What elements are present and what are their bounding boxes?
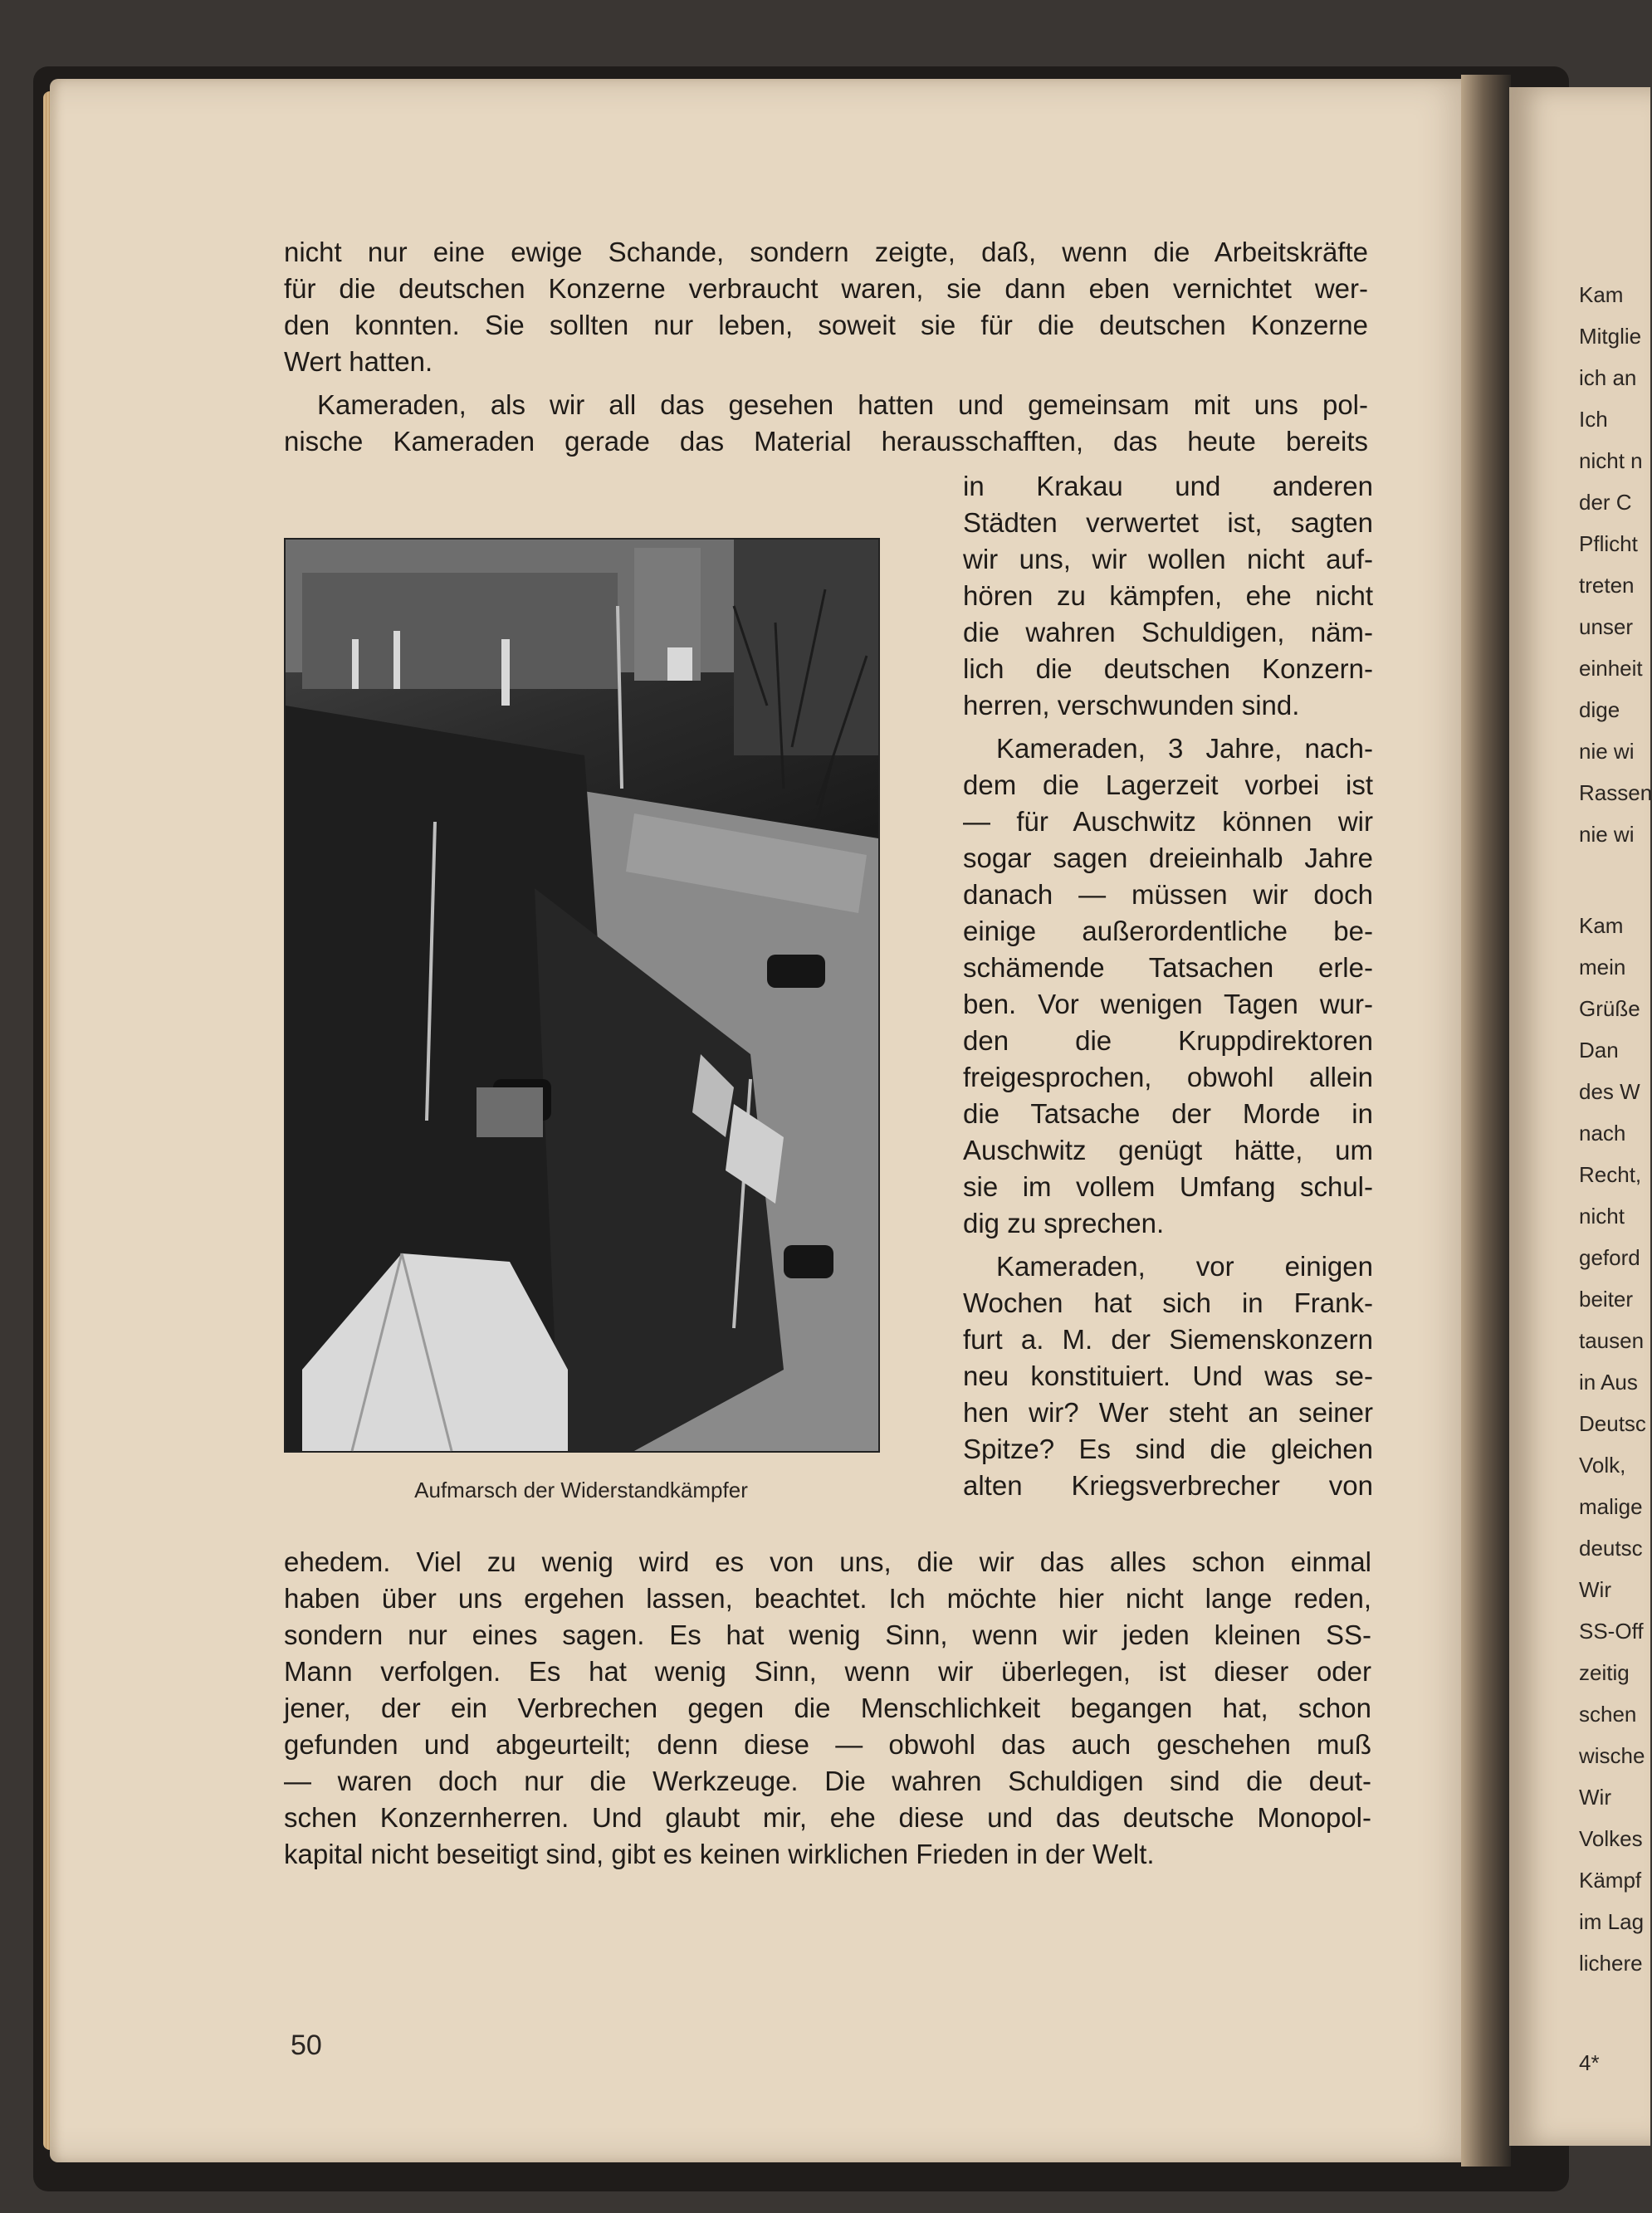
text-line: haben über uns ergehen lassen, beachtet. Ich möchte hier nicht lange reden,	[284, 1583, 1371, 1614]
text-line: danach — müssen wir doch	[963, 879, 1373, 910]
text-line: gefunden und abgeurteilt; denn diese — obwohl das auch geschehen muß	[284, 1729, 1371, 1760]
text-line: Wert hatten.	[284, 346, 433, 377]
facing-line: nach	[1579, 1121, 1626, 1146]
text-line: jener, der ein Verbrechen gegen die Menschlichkeit begangen hat, schon	[284, 1693, 1371, 1723]
text-line: Kameraden, vor einigen	[996, 1251, 1373, 1282]
facing-line: Volkes	[1579, 1826, 1643, 1851]
facing-line: treten	[1579, 573, 1635, 598]
text-line: in Krakau und anderen	[963, 471, 1373, 501]
facing-line: nicht	[1579, 1204, 1625, 1229]
text-line: für die deutschen Konzerne verbraucht waren, sie dann eben vernichtet wer-	[284, 273, 1368, 304]
text-line: Wochen hat sich in Frank-	[963, 1287, 1373, 1318]
text-line: — für Auschwitz können wir	[963, 806, 1373, 837]
facing-line: Deutsc	[1579, 1411, 1646, 1436]
page-number: 50	[291, 2030, 322, 2061]
facing-line: Dan	[1579, 1038, 1619, 1063]
text-line: einige außerordentliche be-	[963, 916, 1373, 946]
text-line: wir uns, wir wollen nicht auf-	[963, 544, 1373, 574]
text-line: den konnten. Sie sollten nur leben, soweit sie für die deutschen Konzerne	[284, 310, 1368, 340]
facing-line: lichere	[1579, 1951, 1643, 1976]
facing-line: Wir	[1579, 1577, 1611, 1602]
text-line: — waren doch nur die Werkzeuge. Die wahren Schuldigen sind die deut-	[284, 1766, 1371, 1796]
text-line: neu konstituiert. Und was se-	[963, 1361, 1373, 1391]
text-line: die wahren Schuldigen, näm-	[963, 617, 1373, 647]
text-line: hören zu kämpfen, ehe nicht	[963, 580, 1373, 611]
facing-line: wische	[1579, 1743, 1645, 1768]
facing-line: Pflicht	[1579, 531, 1638, 556]
facing-line: Grüße	[1579, 996, 1640, 1021]
facing-line: der C	[1579, 490, 1632, 515]
facing-line: nicht n	[1579, 448, 1643, 473]
parade-photo	[284, 538, 880, 1453]
top-paragraph	[284, 234, 1368, 460]
facing-line: Recht,	[1579, 1162, 1642, 1187]
photo-caption: Aufmarsch der Widerstandkämpfer	[414, 1478, 748, 1502]
text-line: ehedem. Viel zu wenig wird es von uns, die wir das alles schon einmal	[284, 1546, 1371, 1577]
facing-line: Rassen	[1579, 780, 1652, 805]
text-line: schämende Tatsachen erle-	[963, 952, 1373, 983]
book-gutter	[1461, 75, 1511, 2167]
text-line: Auschwitz genügt hätte, um	[963, 1135, 1373, 1165]
facing-line: schen	[1579, 1702, 1637, 1727]
facing-line: Kam	[1579, 282, 1624, 307]
right-column-text	[963, 468, 1373, 1504]
bottom-paragraph	[284, 1544, 1371, 1873]
facing-line: Wir	[1579, 1785, 1611, 1810]
facing-line: ich an	[1579, 365, 1637, 390]
text-line: dem die Lagerzeit vorbei ist	[963, 769, 1373, 800]
text-line: sie im vollem Umfang schul-	[963, 1171, 1373, 1202]
text-line: dig zu sprechen.	[963, 1208, 1165, 1238]
text-line: Spitze? Es sind die gleichen	[963, 1434, 1373, 1464]
facing-line: malige	[1579, 1494, 1643, 1519]
text-line: herren, verschwunden sind.	[963, 690, 1300, 721]
text-line: die Tatsache der Morde in	[963, 1098, 1373, 1129]
text-line: sogar sagen dreieinhalb Jahre	[963, 843, 1373, 873]
text-line: schen Konzernherren. Und glaubt mir, ehe diese und das deutsche Monopol-	[284, 1802, 1371, 1833]
text-line: furt a. M. der Siemenskonzern	[963, 1324, 1373, 1355]
facing-line: tausen	[1579, 1328, 1645, 1353]
facing-line: Kam	[1579, 913, 1624, 938]
text-line: alten Kriegsverbrecher von	[963, 1470, 1373, 1501]
facing-line: des W	[1579, 1079, 1640, 1104]
facing-line: Volk,	[1579, 1453, 1626, 1478]
text-line: sondern nur eines sagen. Es hat wenig Sinn, wenn wir jeden kleinen SS-	[284, 1619, 1371, 1650]
facing-line: SS-Off	[1579, 1619, 1644, 1644]
facing-line: nie wi	[1579, 739, 1635, 764]
facing-line: geford	[1579, 1245, 1640, 1270]
text-line: ben. Vor wenigen Tagen wur-	[963, 989, 1373, 1019]
facing-line: im Lag	[1579, 1909, 1645, 1934]
facing-line: unser	[1579, 614, 1634, 639]
facing-line: nie wi	[1579, 822, 1635, 847]
text-line: hen wir? Wer steht an seiner	[963, 1397, 1373, 1428]
facing-line: deutsc	[1579, 1536, 1643, 1561]
facing-line: Mitglie	[1579, 324, 1642, 349]
facing-line: dige	[1579, 697, 1620, 722]
text-line: kapital nicht beseitigt sind, gibt es keinen wirklichen Frieden in der Welt.	[284, 1839, 1155, 1869]
text-line: nische Kameraden gerade das Material herausschafften, das heute bereits	[284, 426, 1368, 457]
facing-line: Kämpf	[1579, 1868, 1642, 1893]
text-line: Kameraden, 3 Jahre, nach-	[996, 733, 1373, 764]
facing-line: in Aus	[1579, 1370, 1638, 1395]
facing-line: mein	[1579, 955, 1626, 979]
text-line: Mann verfolgen. Es hat wenig Sinn, wenn wir überlegen, ist dieser oder	[284, 1656, 1371, 1687]
text-line: den die Kruppdirektoren	[963, 1025, 1373, 1056]
text-line: freigesprochen, obwohl allein	[963, 1062, 1373, 1092]
facing-line: beiter	[1579, 1287, 1634, 1312]
facing-line: Ich	[1579, 407, 1608, 432]
text-line: lich die deutschen Konzern-	[963, 653, 1373, 684]
text-line: nicht nur eine ewige Schande, sondern zeigte, daß, wenn die Arbeitskräfte	[284, 237, 1368, 267]
text-line: Kameraden, als wir all das gesehen hatten und gemeinsam mit uns pol-	[317, 389, 1368, 420]
facing-page-number: 4*	[1579, 2050, 1600, 2075]
facing-line: einheit	[1579, 656, 1643, 681]
text-line: Städten verwertet ist, sagten	[963, 507, 1373, 538]
facing-line: zeitig	[1579, 1660, 1630, 1685]
